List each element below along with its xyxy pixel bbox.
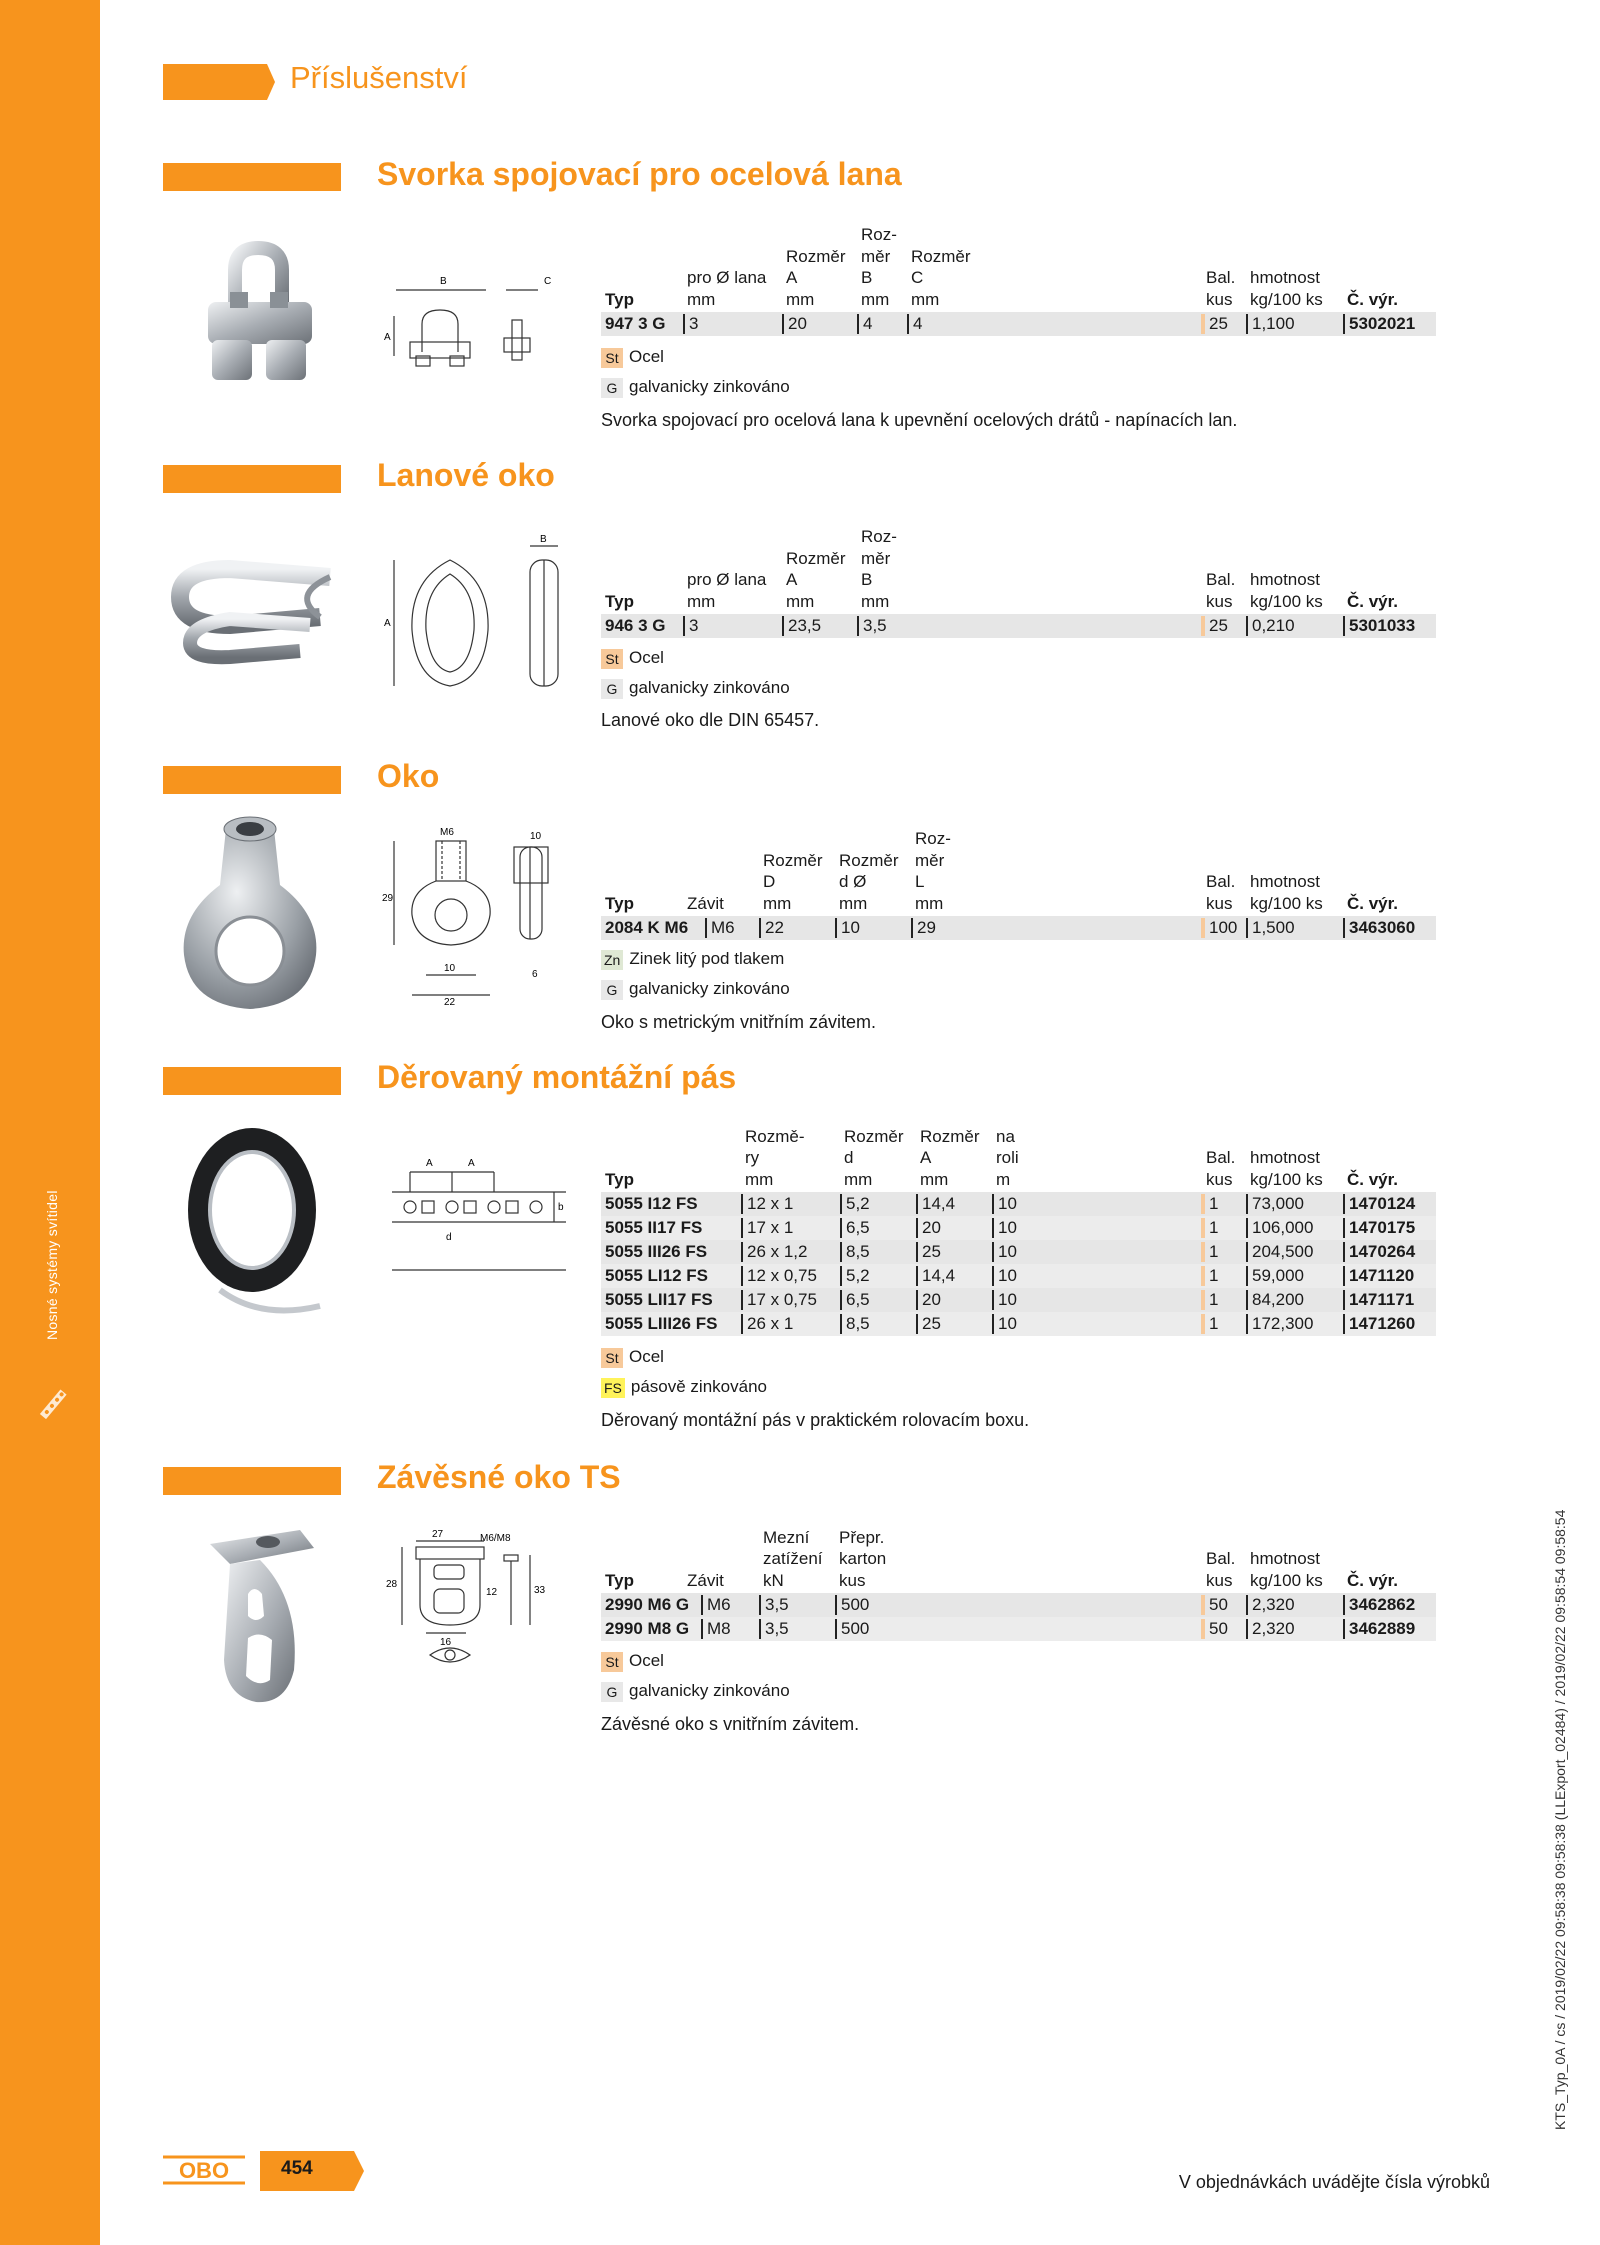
table-header: Rozmě- ry mm [745, 1126, 805, 1189]
svg-text:B: B [440, 276, 447, 287]
material-label: pásově zinkováno [630, 1377, 767, 1396]
table-header: Závit [687, 1570, 724, 1590]
svg-text:M6/M8: M6/M8 [480, 1533, 511, 1544]
table-header: Č. výr. [1347, 893, 1399, 913]
material-line [601, 946, 784, 972]
table-header: Typ [605, 1570, 634, 1590]
material-line [601, 1344, 664, 1370]
material-label: Ocel [629, 1651, 664, 1670]
material-line [601, 1374, 767, 1400]
table-header: Bal. kus [1206, 570, 1236, 611]
table-header: Přepr. karton kus [839, 1527, 887, 1590]
table-row: 5055 LI12 FS 12 x 0,75 5,2 14,4 10 1 59,000 1471120 [601, 1264, 1436, 1288]
table-header: Roz- měr B mm [861, 527, 897, 611]
material-line [601, 645, 664, 671]
wire-thimble-drawing [380, 530, 570, 710]
material-line [601, 1648, 664, 1674]
table-header: hmotnost kg/100 ks [1250, 268, 1323, 309]
svg-text:A: A [384, 618, 391, 629]
svg-text:6: 6 [532, 969, 538, 980]
page-title: Příslušenství [290, 60, 468, 95]
table-header: Typ [605, 893, 634, 913]
table-row: 5055 LIII26 FS 26 x 1 8,5 25 10 1 172,300 1471260 [601, 1312, 1436, 1336]
table-header: Rozměr C mm [911, 246, 971, 309]
product-table [601, 822, 1436, 940]
material-label: galvanicky zinkováno [629, 1681, 790, 1700]
material-code: St [601, 348, 623, 368]
product-description: Děrovaný montážní pás v praktickém rolovacím boxu. [601, 1410, 1030, 1430]
table-header: Závit [687, 893, 724, 913]
table-row: 5055 III26 FS 26 x 1,2 8,5 25 10 1 204,500 1470264 [601, 1240, 1436, 1264]
svg-text:10: 10 [530, 831, 542, 842]
table-header: Rozměr A mm [786, 246, 846, 309]
table-header: Bal. kus [1206, 1148, 1236, 1189]
table-header: hmotnost kg/100 ks [1250, 1148, 1323, 1189]
table-header: Typ [605, 591, 634, 611]
product-table [601, 1118, 1436, 1336]
section-marker [163, 1067, 341, 1095]
table-row: 2990 M8 G M8 3,5 500 50 2,320 3462889 [601, 1617, 1436, 1641]
material-line [601, 675, 790, 701]
svg-text:C: C [544, 276, 552, 287]
section-marker [163, 1467, 341, 1495]
suspension-eye-photo [190, 1520, 330, 1710]
material-label: galvanicky zinkováno [629, 979, 790, 998]
table-header: hmotnost kg/100 ks [1250, 872, 1323, 913]
svg-text:b: b [558, 1202, 564, 1213]
material-label: Ocel [629, 648, 664, 667]
material-code: FS [601, 1378, 625, 1398]
material-code: G [601, 378, 623, 398]
section-marker [163, 465, 341, 493]
table-header: Rozměr d Ø mm [839, 850, 899, 913]
table-header: Roz- měr L mm [915, 829, 951, 913]
svg-text:d: d [446, 1232, 452, 1243]
svg-text:29: 29 [382, 893, 394, 904]
table-header: Bal. kus [1206, 268, 1236, 309]
section-marker [163, 163, 341, 191]
table-header: Č. výr. [1347, 591, 1399, 611]
material-code: St [601, 1348, 623, 1368]
table-row: 5055 LII17 FS 17 x 0,75 6,5 20 10 1 84,200 1471171 [601, 1288, 1436, 1312]
material-label: Zinek litý pod tlakem [629, 949, 785, 968]
table-header: Roz- měr B mm [861, 225, 897, 309]
wire-rope-clip-drawing [380, 268, 560, 378]
section-title: Lanové oko [377, 457, 555, 493]
product-table [601, 1519, 1436, 1641]
material-code: Zn [601, 950, 623, 970]
section-title: Oko [377, 758, 440, 794]
table-header: pro Ø lana mm [687, 268, 767, 309]
ring-eye-nut-drawing [380, 825, 570, 1005]
svg-text:M6: M6 [440, 827, 454, 838]
section-title: Závěsné oko TS [377, 1459, 621, 1495]
material-label: galvanicky zinkováno [629, 377, 790, 396]
svg-text:B: B [540, 534, 547, 545]
material-line [601, 976, 790, 1002]
export-metadata: KTS_Typ_0A / cs / 2019/02/22 09:58:38 09:58:38 (LLExport_02484) / 2019/02/22 09:58:54 09:58:54 [1552, 1509, 1568, 2130]
section-marker [163, 766, 341, 794]
table-row: 5055 II17 FS 17 x 1 6,5 20 10 1 106,000 1470175 [601, 1216, 1436, 1240]
footer-note: V objednávkách uvádějte čísla výrobků [1178, 2172, 1490, 2192]
table-header: Č. výr. [1347, 289, 1399, 309]
table-row: 2084 K M6 M6 22 10 29 100 1,500 3463060 [601, 916, 1436, 940]
table-row: 946 3 G 3 23,5 3,5 25 0,210 5301033 [601, 614, 1436, 638]
svg-text:28: 28 [386, 1579, 398, 1590]
material-label: galvanicky zinkováno [629, 678, 790, 697]
table-header: Rozměr D mm [763, 850, 823, 913]
wire-thimble-photo [170, 555, 340, 670]
table-header: pro Ø lana mm [687, 570, 767, 611]
obo-logo [163, 2155, 245, 2185]
material-line [601, 1678, 790, 1704]
wire-rope-clip-photo [190, 240, 330, 390]
table-row: 2990 M6 G M6 3,5 500 50 2,320 3462862 [601, 1593, 1436, 1617]
table-header: Typ [605, 289, 634, 309]
product-description: Lanové oko dle DIN 65457. [601, 710, 820, 730]
product-description: Závěsné oko s vnitřním závitem. [601, 1714, 860, 1734]
perforated-strap-drawing [380, 1148, 570, 1278]
svg-text:A: A [426, 1158, 433, 1169]
perforated-strap-roll-photo [180, 1120, 330, 1320]
svg-text:A: A [468, 1158, 475, 1169]
svg-text:12: 12 [486, 1587, 498, 1598]
sidebar-label: Nosné systémy svítidel [44, 1190, 60, 1340]
material-code: St [601, 649, 623, 669]
svg-text:16: 16 [440, 1637, 452, 1648]
page-number: 454 [281, 2158, 313, 2179]
header-tab-shape [163, 64, 275, 100]
table-header: Rozměr A mm [786, 548, 846, 611]
ring-eye-nut-photo [170, 805, 330, 1015]
material-code: G [601, 679, 623, 699]
table-header: na roli m [996, 1126, 1019, 1189]
table-header: Rozměr A mm [920, 1126, 980, 1189]
product-table [601, 218, 1436, 336]
material-line [601, 374, 790, 400]
table-header: Bal. kus [1206, 872, 1236, 913]
table-header: hmotnost kg/100 ks [1250, 570, 1323, 611]
table-header: hmotnost kg/100 ks [1250, 1549, 1323, 1590]
material-label: Ocel [629, 1347, 664, 1366]
material-code: St [601, 1652, 623, 1672]
suspension-eye-drawing [380, 1525, 570, 1675]
table-header: Typ [605, 1169, 634, 1189]
product-description: Svorka spojovací pro ocelová lana k upevnění ocelových drátů - napínacích lan. [601, 410, 1238, 430]
sidebar-band [0, 0, 100, 2245]
svg-text:27: 27 [432, 1529, 444, 1540]
table-row: 5055 I12 FS 12 x 1 5,2 14,4 10 1 73,000 1470124 [601, 1192, 1436, 1216]
svg-text:OBO: OBO [178, 2158, 230, 2183]
section-title: Děrovaný montážní pás [377, 1059, 737, 1095]
section-title: Svorka spojovací pro ocelová lana [377, 156, 902, 192]
material-label: Ocel [629, 347, 664, 366]
table-row: 947 3 G 3 20 4 4 25 1,100 5302021 [601, 312, 1436, 336]
svg-text:33: 33 [534, 1585, 546, 1596]
material-code: G [601, 1682, 623, 1702]
table-header: Bal. kus [1206, 1549, 1236, 1590]
table-header: Č. výr. [1347, 1570, 1399, 1590]
table-header: Mezní zatížení kN [763, 1527, 823, 1590]
table-header: Č. výr. [1347, 1169, 1399, 1189]
svg-text:A: A [384, 332, 391, 343]
material-code: G [601, 980, 623, 1000]
product-table [601, 520, 1436, 638]
product-description: Oko s metrickým vnitřním závitem. [601, 1012, 877, 1032]
table-header: Rozměr d mm [844, 1126, 904, 1189]
svg-text:10: 10 [444, 963, 456, 974]
material-line [601, 344, 664, 370]
mounting-rail-icon [36, 1380, 72, 1430]
svg-text:22: 22 [444, 997, 456, 1005]
